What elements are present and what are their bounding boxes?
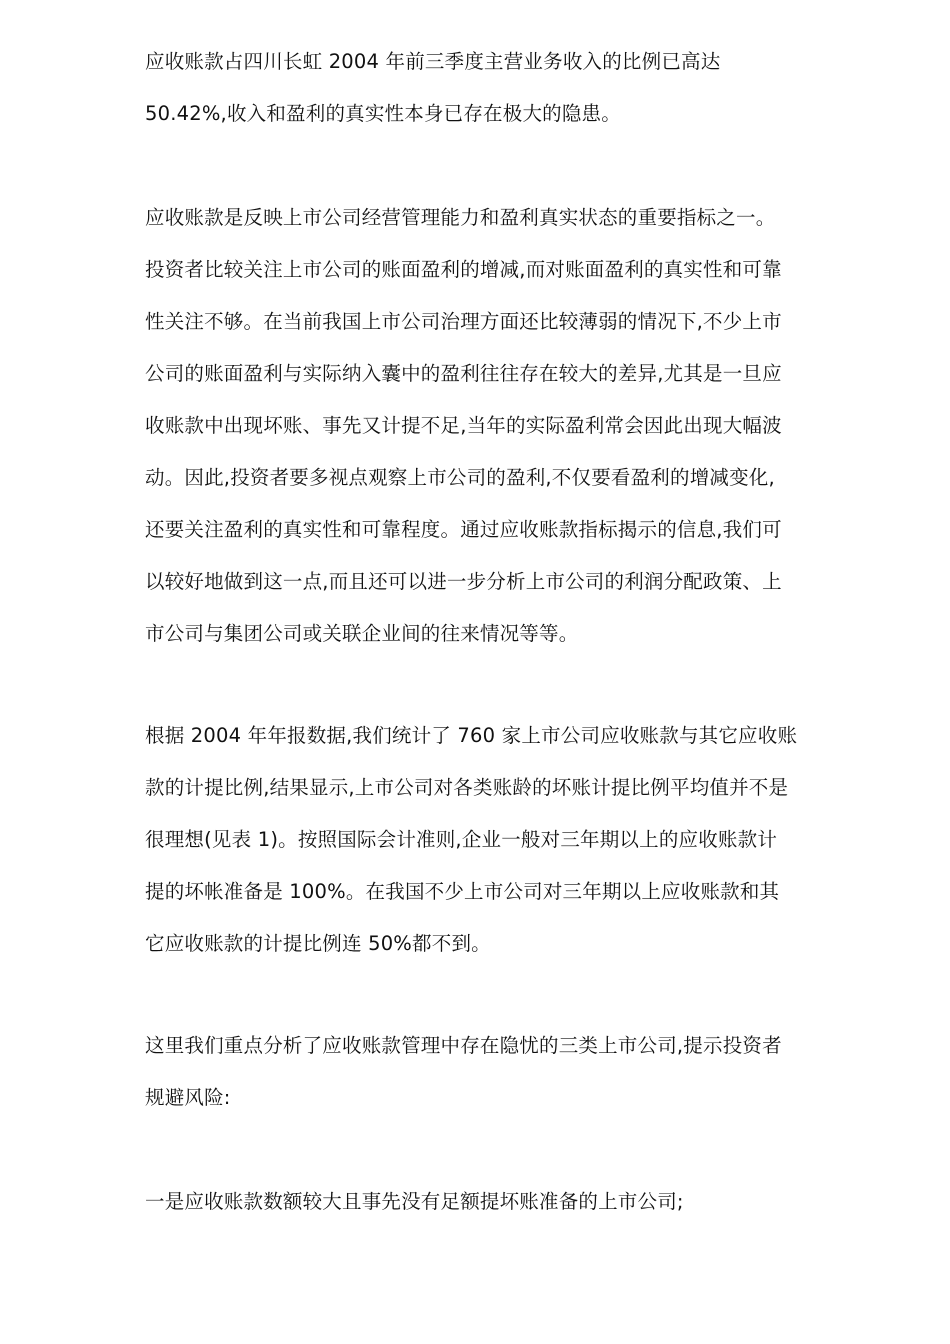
- paragraph-3-line-4: 提的坏帐准备是 100%。在我国不少上市公司对三年期以上应收账款和其: [145, 880, 780, 903]
- paragraph-1-line-2: 50.42%,收入和盈利的真实性本身已存在极大的隐患。: [145, 102, 621, 125]
- paragraph-2-line-1: 应收账款是反映上市公司经营管理能力和盈利真实状态的重要指标之一。: [145, 206, 776, 229]
- paragraph-1-line-1: 应收账款占四川长虹 2004 年前三季度主营业务收入的比例已高达: [145, 50, 721, 73]
- paragraph-2-line-4: 公司的账面盈利与实际纳入囊中的盈利往往存在较大的差异,尤其是一旦应: [145, 362, 782, 385]
- paragraph-2-line-7: 还要关注盈利的真实性和可靠程度。通过应收账款指标揭示的信息,我们可: [145, 518, 782, 541]
- paragraph-2-line-3: 性关注不够。在当前我国上市公司治理方面还比较薄弱的情况下,不少上市: [145, 310, 782, 333]
- paragraph-2-line-9: 市公司与集团公司或关联企业间的往来情况等等。: [145, 622, 579, 645]
- paragraph-3-line-1: 根据 2004 年年报数据,我们统计了 760 家上市公司应收账款与其它应收账: [145, 724, 798, 747]
- paragraph-3-line-3: 很理想(见表 1)。按照国际会计准则,企业一般对三年期以上的应收账款计: [145, 828, 778, 851]
- paragraph-4-line-1: 这里我们重点分析了应收账款管理中存在隐忧的三类上市公司,提示投资者: [145, 1034, 782, 1057]
- paragraph-2-line-2: 投资者比较关注上市公司的账面盈利的增减,而对账面盈利的真实性和可靠: [145, 258, 782, 281]
- paragraph-3-line-5: 它应收账款的计提比例连 50%都不到。: [145, 932, 491, 955]
- paragraph-2-line-8: 以较好地做到这一点,而且还可以进一步分析上市公司的利润分配政策、上: [145, 570, 782, 593]
- paragraph-4-line-2: 规避风险:: [145, 1086, 231, 1109]
- paragraph-2-line-6: 动。因此,投资者要多视点观察上市公司的盈利,不仅要看盈利的增减变化,: [145, 466, 775, 489]
- paragraph-5-line-1: 一是应收账款数额较大且事先没有足额提坏账准备的上市公司;: [145, 1190, 684, 1213]
- paragraph-3-line-2: 款的计提比例,结果显示,上市公司对各类账龄的坏账计提比例平均值并不是: [145, 776, 789, 799]
- paragraph-2-line-5: 收账款中出现坏账、事先又计提不足,当年的实际盈利常会因此出现大幅波: [145, 414, 782, 437]
